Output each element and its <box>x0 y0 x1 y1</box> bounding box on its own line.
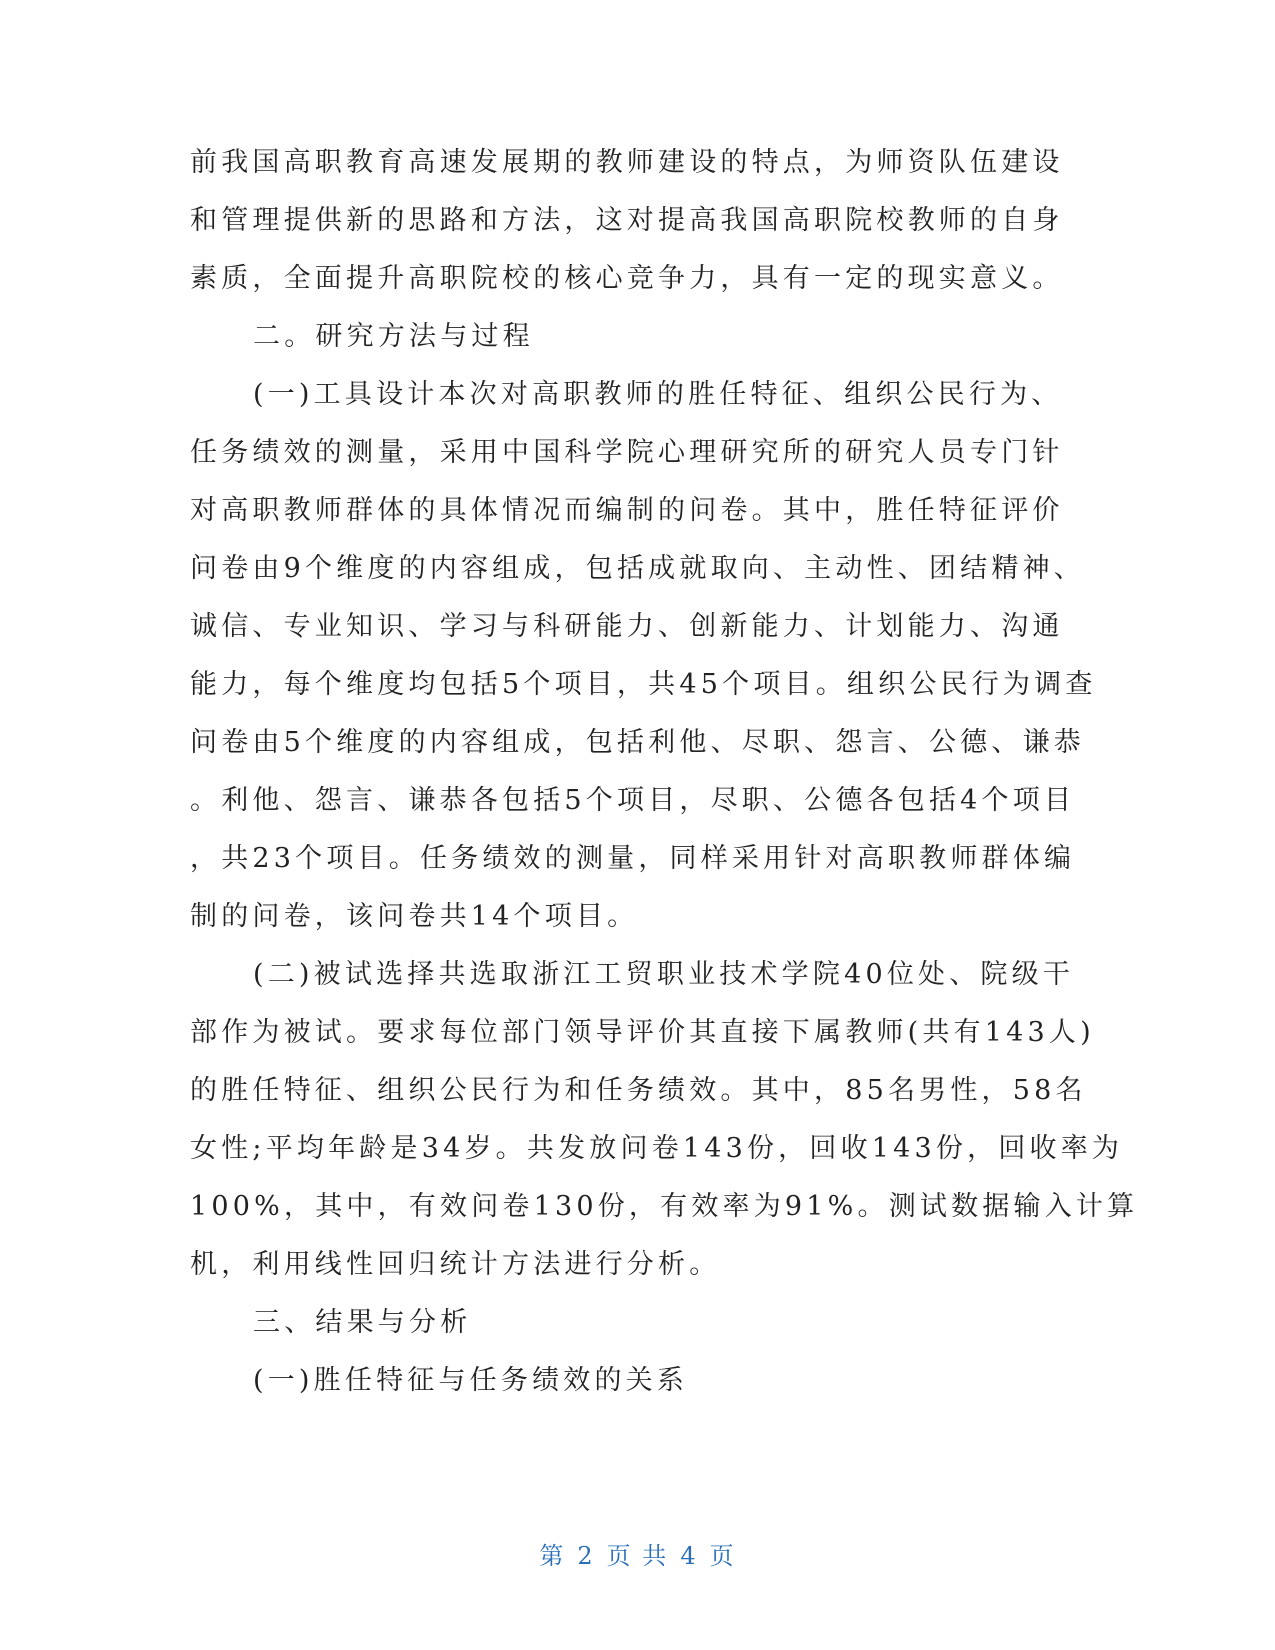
section-heading: 三、结果与分析 <box>253 1307 472 1338</box>
text-line: 前我国高职教育高速发展期的教师建设的特点，为师资队伍建设 <box>190 147 1064 178</box>
text-line: 女性;平均年龄是34岁。共发放问卷143份，回收143份，回收率为 <box>190 1133 1124 1164</box>
text-line: ，共23个项目。任务绩效的测量，同样采用针对高职教师群体编 <box>190 843 1076 874</box>
text-line: 能力，每个维度均包括5个项目，共45个项目。组织公民行为调查 <box>190 669 1097 700</box>
section-heading: 二。研究方法与过程 <box>253 321 534 352</box>
current-page-number: 2 <box>577 1542 595 1570</box>
total-page-number: 4 <box>680 1542 698 1570</box>
text-line: 问卷由5个维度的内容组成，包括利他、尽职、怨言、公德、谦恭 <box>190 727 1085 758</box>
text-line: 机，利用线性回归统计方法进行分析。 <box>190 1249 721 1280</box>
footer-label-page: 第 <box>539 1542 566 1570</box>
text-line: 100%，其中，有效问卷130份，有效率为91%。测试数据输入计算 <box>190 1191 1139 1222</box>
text-line: (二)被试选择共选取浙江工贸职业技术学院40位处、院级干 <box>253 959 1075 990</box>
text-line: 和管理提供新的思路和方法，这对提高我国高职院校教师的自身 <box>190 205 1064 236</box>
text-line: 。利他、怨言、谦恭各包括5个项目，尽职、公德各包括4个项目 <box>190 785 1076 816</box>
text-line: 部作为被试。要求每位部门领导评价其直接下属教师(共有143人) <box>190 1017 1095 1048</box>
text-line: 对高职教师群体的具体情况而编制的问卷。其中，胜任特征评价 <box>190 495 1064 526</box>
text-line: 制的问卷，该问卷共14个项目。 <box>190 901 639 932</box>
page-footer <box>0 1536 1275 1571</box>
text-line: 的胜任特征、组织公民行为和任务绩效。其中，85名男性，58名 <box>190 1075 1087 1106</box>
footer-label-end: 页 <box>709 1542 736 1570</box>
text-line: 素质，全面提升高职院校的核心竞争力，具有一定的现实意义。 <box>190 263 1064 294</box>
text-line: 问卷由9个维度的内容组成，包括成就取向、主动性、团结精神、 <box>190 553 1085 584</box>
text-line: 诚信、专业知识、学习与科研能力、创新能力、计划能力、沟通 <box>190 611 1064 642</box>
subsection-heading: (一)胜任特征与任务绩效的关系 <box>253 1365 689 1396</box>
text-line: (一)工具设计本次对高职教师的胜任特征、组织公民行为、 <box>253 379 1063 410</box>
footer-label-of: 页 共 <box>606 1542 669 1570</box>
text-line: 任务绩效的测量，采用中国科学院心理研究所的研究人员专门针 <box>190 437 1064 468</box>
